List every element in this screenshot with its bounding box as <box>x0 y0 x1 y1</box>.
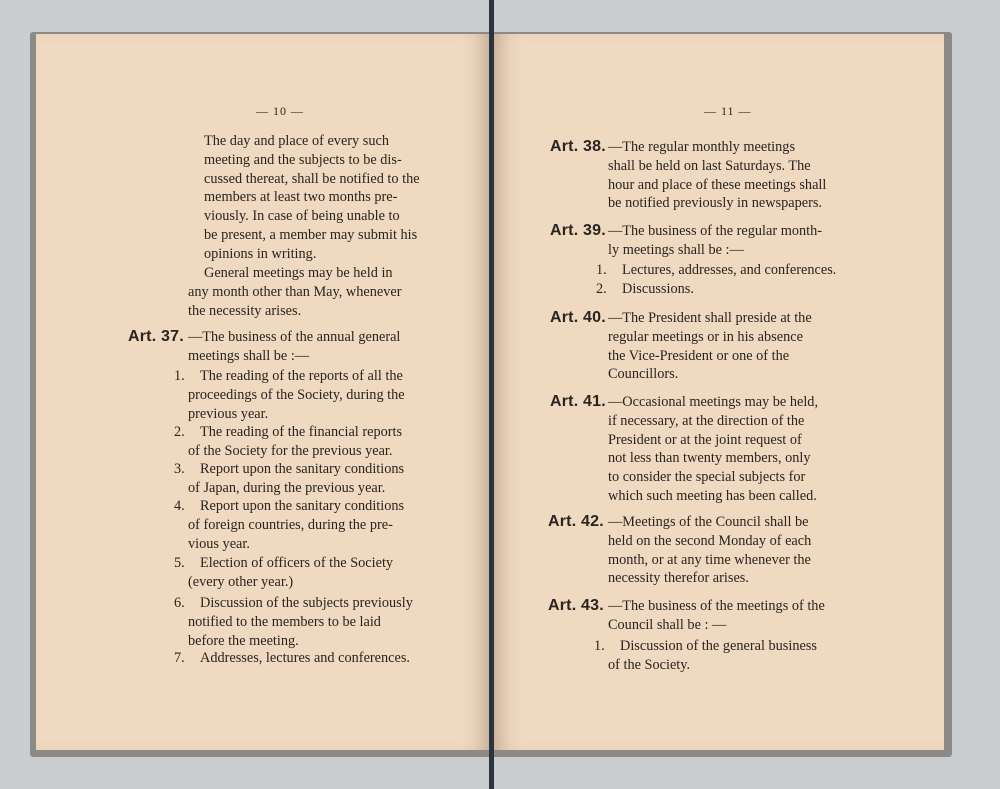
text-line: The reading of the financial reports <box>200 424 403 440</box>
text-line: the Vice-President or one of the <box>608 347 790 364</box>
continuation-paragraph <box>204 132 444 264</box>
text-line: shall be held on last Saturdays. The <box>608 157 811 174</box>
text-line: —The business of the annual general <box>188 329 401 345</box>
item-number: 4. <box>174 498 185 514</box>
text-line: proceedings of the Society, during the <box>188 386 405 403</box>
text-line: regular meetings or in his absence <box>608 328 803 345</box>
item-number: 7. <box>174 650 185 666</box>
text-line: viously. In case of being unable to <box>204 208 400 225</box>
article-40-label: Art. 40. <box>550 309 606 326</box>
item-number: 6. <box>174 595 185 611</box>
right-page <box>494 34 944 750</box>
text-line: Discussion of the subjects previously <box>200 595 413 611</box>
text-line: be notified previously in newspapers. <box>608 195 823 212</box>
general-meetings-paragraph <box>188 264 448 320</box>
text-line: meeting and the subjects to be dis- <box>204 151 402 168</box>
text-line: —The business of the meetings of the <box>608 598 825 614</box>
item-number: 1. <box>174 368 185 384</box>
article-40-text <box>608 309 868 384</box>
text-line: which such meeting has been called. <box>608 487 817 504</box>
text-line: the necessity arises. <box>188 302 302 319</box>
text-line: opinions in writing. <box>204 245 317 262</box>
text-line: to consider the special subjects for <box>608 469 806 486</box>
text-line: previous year. <box>188 405 269 422</box>
text-line: The day and place of every such <box>204 133 389 149</box>
article-41-label: Art. 41. <box>550 393 606 410</box>
article-38-label: Art. 38. <box>550 138 606 155</box>
article-42-text <box>608 513 868 588</box>
left-page <box>36 34 489 750</box>
text-line: vious year. <box>188 535 250 552</box>
text-line: Addresses, lectures and conferences. <box>200 650 410 666</box>
item-number: 1. <box>596 262 607 278</box>
text-line: Discussions. <box>622 281 694 297</box>
article-43-text <box>608 597 868 635</box>
text-line: meetings shall be :— <box>188 347 310 364</box>
article-39-label: Art. 39. <box>550 222 606 239</box>
item-number: 2. <box>596 281 607 297</box>
text-line: be present, a member may submit his <box>204 226 418 243</box>
item-number: 1. <box>594 638 605 654</box>
page-number-left: — 10 — <box>256 104 304 118</box>
text-line: necessity therefor arises. <box>608 570 749 587</box>
text-line: Discussion of the general business <box>620 638 817 654</box>
article-37-lead <box>188 328 453 366</box>
text-line: notified to the members to be laid <box>188 613 381 630</box>
text-line: cussed thereat, shall be notified to the <box>204 170 420 187</box>
text-line: President or at the joint request of <box>608 431 802 448</box>
item-number: 2. <box>174 424 185 440</box>
text-line: General meetings may be held in <box>204 265 393 281</box>
text-line: The reading of the reports of all the <box>200 368 403 384</box>
text-line: Councillors. <box>608 366 679 383</box>
text-line: —Meetings of the Council shall be <box>608 514 809 530</box>
text-line: Report upon the sanitary conditions <box>200 461 405 477</box>
text-line: —Occasional meetings may be held, <box>608 394 819 410</box>
text-line: Report upon the sanitary conditions <box>200 498 405 514</box>
article-43-label: Art. 43. <box>548 597 604 614</box>
article-41-text <box>608 393 868 506</box>
text-line: Lectures, addresses, and conferences. <box>622 262 837 278</box>
text-line: month, or at any time whenever the <box>608 551 811 568</box>
item-number: 3. <box>174 461 185 477</box>
text-line: —The regular monthly meetings <box>608 139 796 155</box>
text-line: of the Society. <box>608 656 691 673</box>
text-line: any month other than May, whenever <box>188 283 402 300</box>
article-39-text <box>608 222 868 260</box>
text-line: before the meeting. <box>188 632 299 649</box>
text-line: held on the second Monday of each <box>608 532 812 549</box>
text-line: not less than twenty members, only <box>608 450 811 467</box>
text-line: ly meetings shall be :— <box>608 241 744 258</box>
article-37-label: Art. 37. <box>128 328 184 345</box>
text-line: (every other year.) <box>188 573 294 590</box>
text-line: hour and place of these meetings shall <box>608 176 827 193</box>
text-line: of foreign countries, during the pre- <box>188 516 393 533</box>
page-number-right: — 11 — <box>704 104 752 118</box>
text-line: —The business of the regular month- <box>608 223 823 239</box>
text-line: if necessary, at the direction of the <box>608 412 805 429</box>
text-line: —The President shall preside at the <box>608 310 812 326</box>
item-number: 5. <box>174 555 185 571</box>
text-line: Election of officers of the Society <box>200 555 394 571</box>
text-line: of the Society for the previous year. <box>188 442 393 459</box>
text-line: Council shall be : — <box>608 616 727 633</box>
article-42-label: Art. 42. <box>548 513 604 530</box>
article-38-text <box>608 138 868 213</box>
text-line: of Japan, during the previous year. <box>188 479 386 496</box>
text-line: members at least two months pre- <box>204 189 398 206</box>
